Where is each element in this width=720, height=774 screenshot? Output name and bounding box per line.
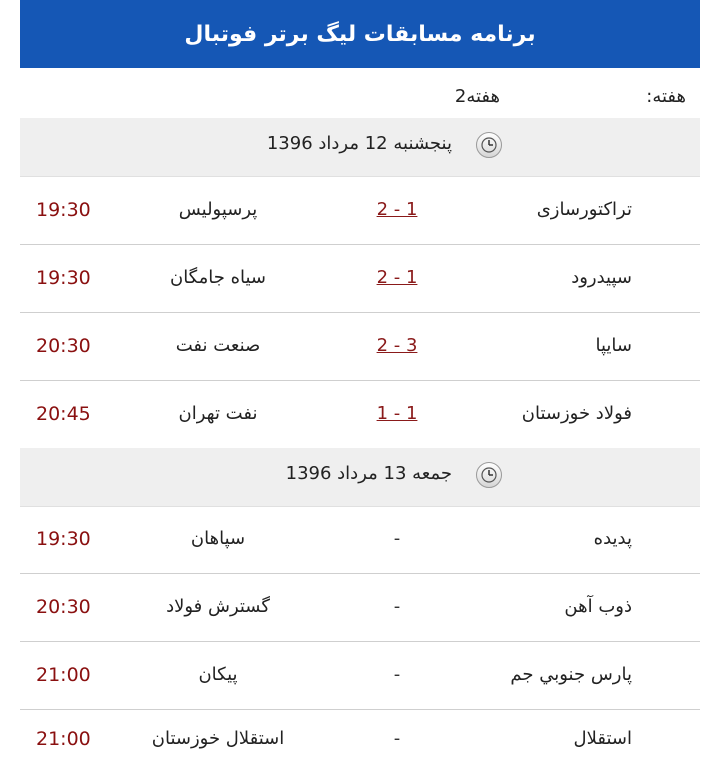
match-time: 19:30 — [36, 199, 91, 221]
week-label: هفته: — [646, 86, 686, 107]
match-time: 20:30 — [36, 596, 91, 618]
match-score-link[interactable]: 2 - 1 — [376, 199, 418, 220]
week-selector — [20, 70, 700, 118]
away-team: پیکان — [198, 664, 238, 685]
clock-icon — [476, 462, 502, 488]
match-row — [20, 506, 700, 574]
match-row — [20, 642, 700, 710]
home-team: استقلال — [573, 728, 632, 749]
away-team: سیاه جامگان — [169, 267, 267, 288]
match-score: - — [393, 664, 401, 685]
day-date: پنجشنبه 12 مرداد 1396 — [266, 133, 452, 154]
day-header — [20, 118, 700, 177]
away-team: گسترش فولاد — [166, 596, 270, 617]
match-time: 20:30 — [36, 335, 91, 357]
match-score: - — [393, 596, 401, 617]
match-row — [20, 177, 700, 245]
match-row — [20, 245, 700, 313]
match-row — [20, 574, 700, 642]
page-header — [20, 0, 700, 68]
match-row — [20, 706, 700, 773]
away-team: پرسپولیس — [178, 199, 258, 220]
away-team: استقلال خوزستان — [151, 728, 285, 749]
week-value[interactable]: هفته2 — [454, 86, 500, 107]
home-team: تراکتورسازی — [536, 199, 632, 220]
day-header — [20, 448, 700, 507]
match-row — [20, 313, 700, 381]
match-score: - — [393, 528, 401, 549]
away-team: صنعت نفت — [175, 335, 261, 356]
match-row — [20, 381, 700, 448]
match-time: 20:45 — [36, 403, 91, 425]
home-team: سپیدرود — [571, 267, 632, 288]
match-time: 21:00 — [36, 728, 91, 750]
away-team: سپاهان — [190, 528, 246, 549]
home-team: ذوب آهن — [564, 596, 632, 617]
match-time: 21:00 — [36, 664, 91, 686]
match-time: 19:30 — [36, 267, 91, 289]
match-score-link[interactable]: 2 - 1 — [376, 267, 418, 288]
match-score: - — [393, 728, 401, 749]
page-title: برنامه مسابقات لیگ برتر فوتبال — [184, 21, 536, 47]
match-time: 19:30 — [36, 528, 91, 550]
away-team: نفت تهران — [178, 403, 258, 424]
match-score-link[interactable]: 2 - 3 — [376, 335, 418, 356]
match-score-link[interactable]: 1 - 1 — [376, 403, 418, 424]
home-team: فولاد خوزستان — [521, 403, 632, 424]
home-team: سایپا — [595, 335, 632, 356]
home-team: پارس جنوبي جم — [510, 664, 632, 685]
day-date: جمعه 13 مرداد 1396 — [285, 463, 452, 484]
home-team: پدیده — [593, 528, 632, 549]
clock-icon — [476, 132, 502, 158]
